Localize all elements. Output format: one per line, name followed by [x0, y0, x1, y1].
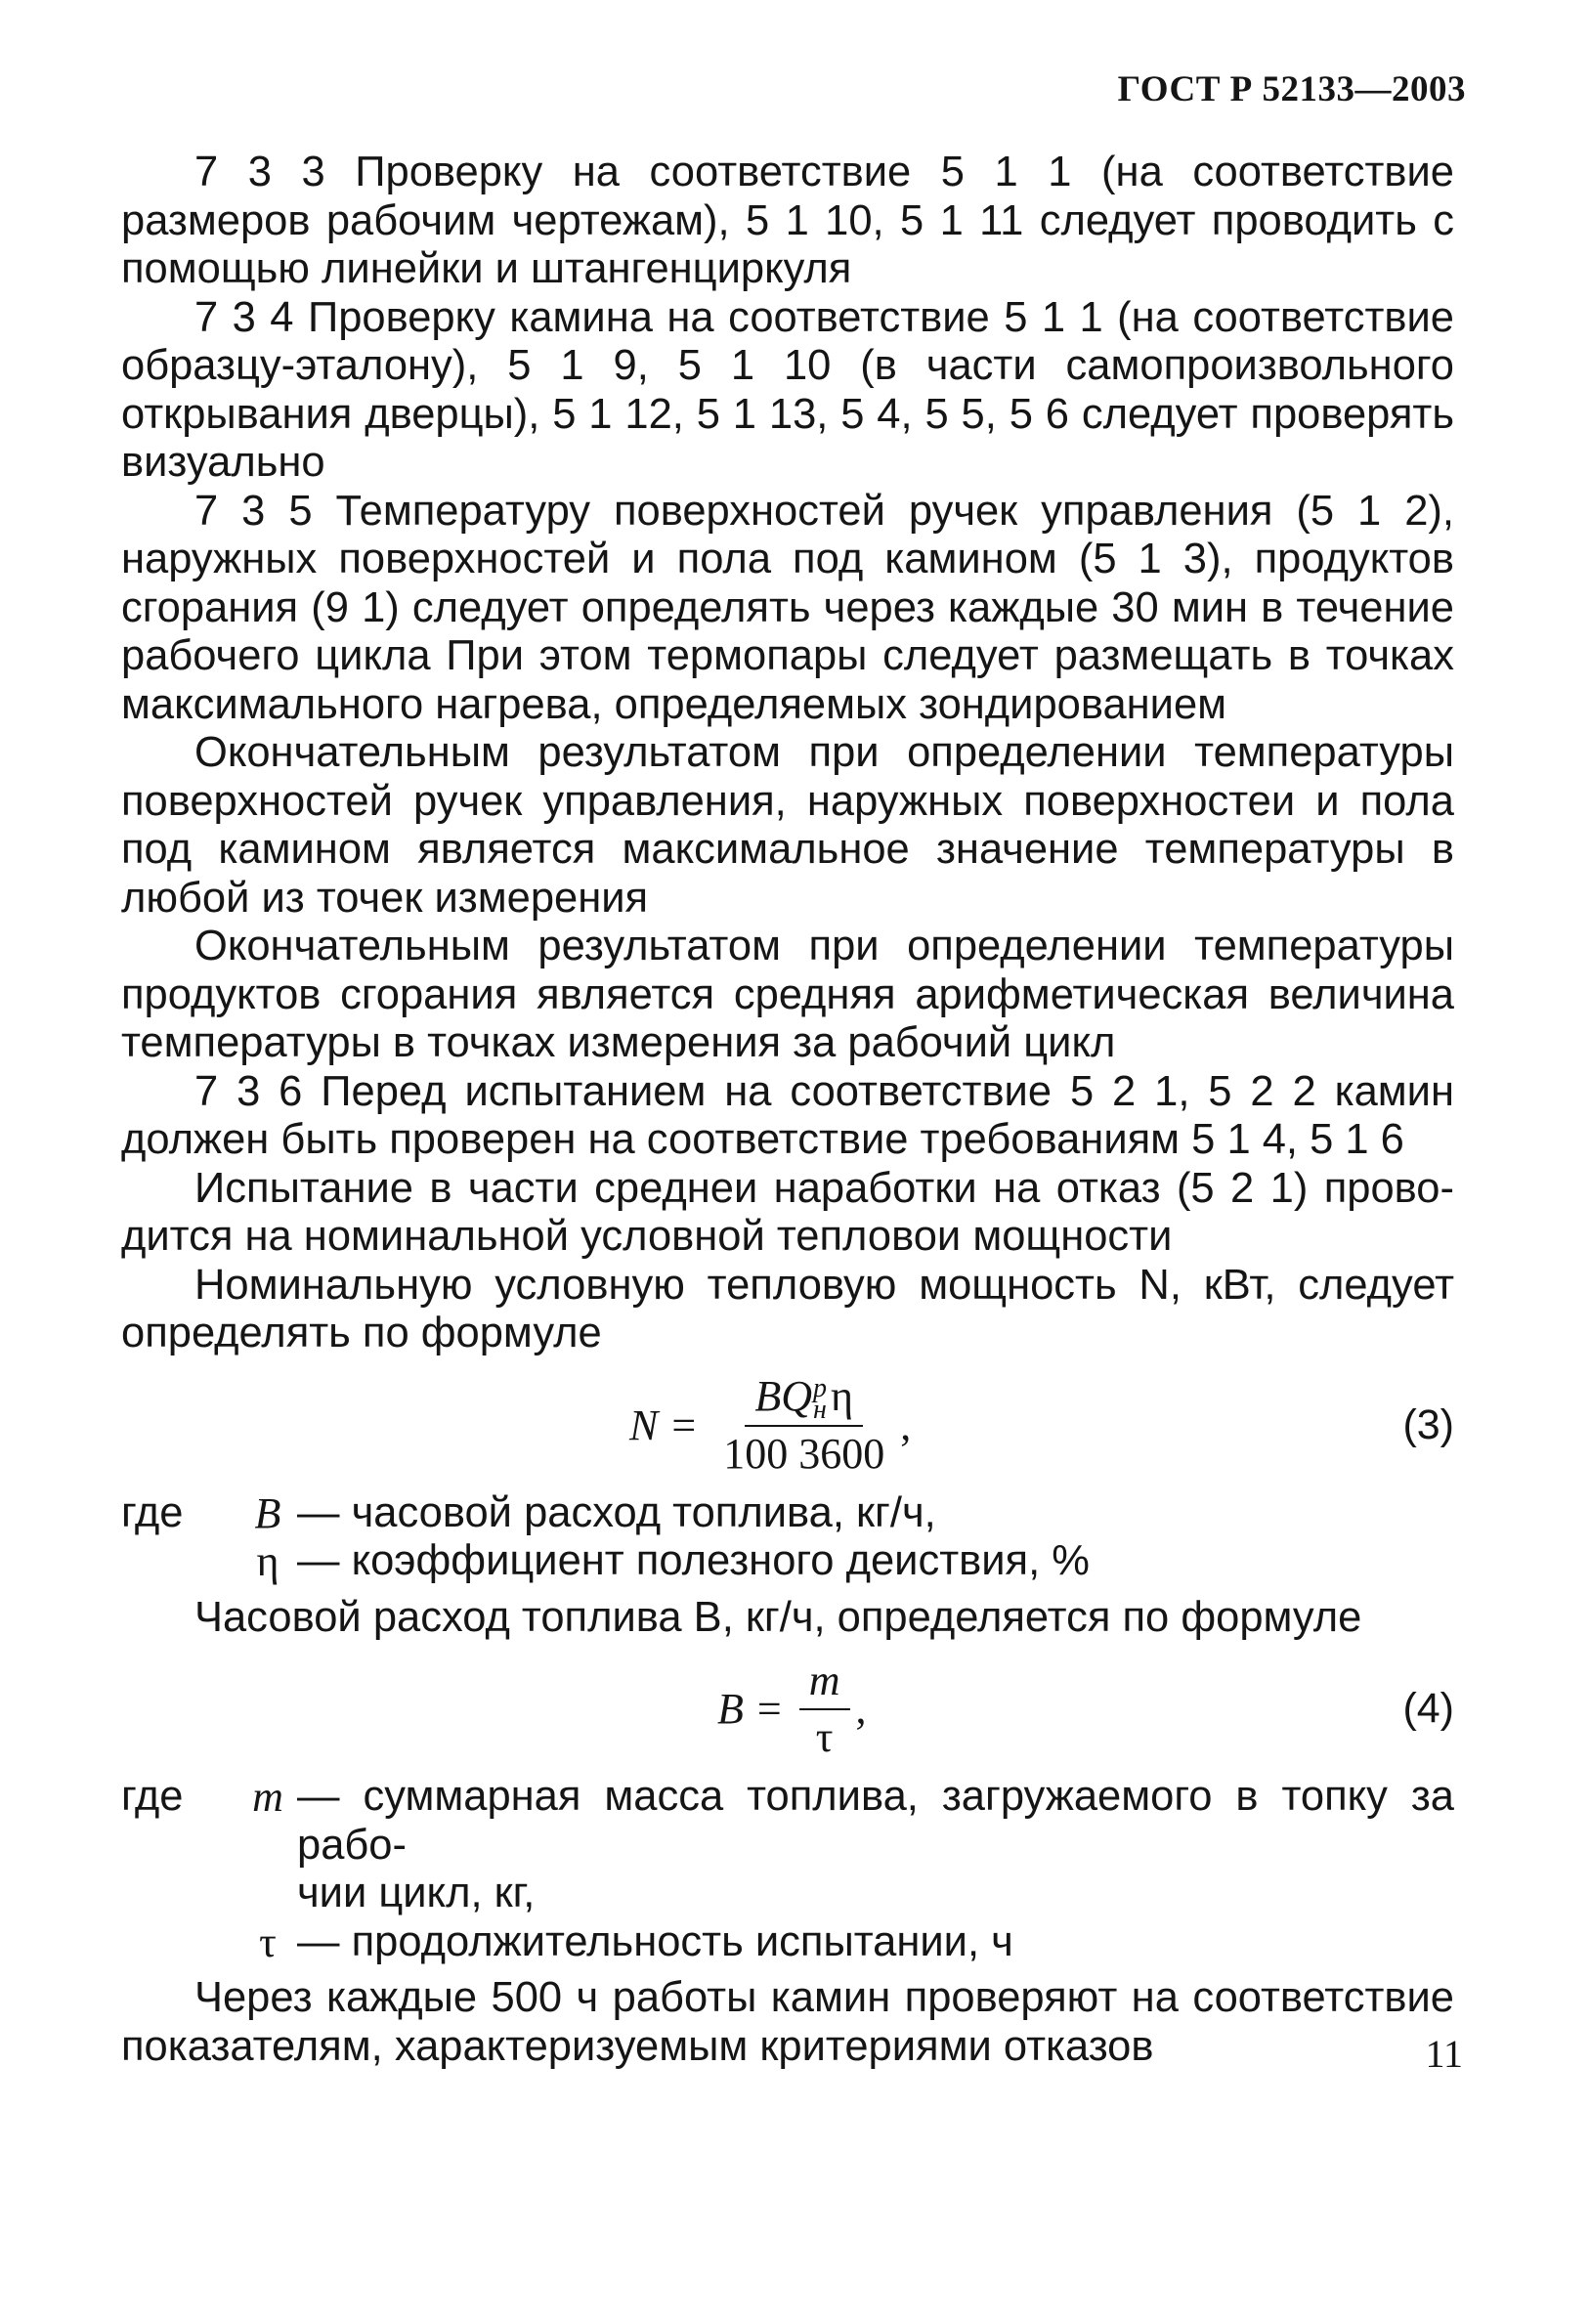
formula-4-definitions [121, 1773, 1454, 1966]
paragraph-hourly-consumption: Часовой расход топлива B, кг/ч, определяется по формуле [194, 1593, 1362, 1641]
definition-symbol: m [252, 1773, 283, 1821]
formula-4-numerator: m [799, 1657, 850, 1710]
paragraph-final-result-surfaces: Окончательным результатом при определении температуры поверхностей ручек управления, наружных поверхностеи и пола под камином является максимальное значение температуры в любой из точек измерения [121, 729, 1454, 922]
paragraph-500h-check: Через каждые 500 ч работы камин проверяют на соответствие показателям, характеризуемым критериями отказов [121, 1974, 1454, 2070]
formula-4-number: (4) [1402, 1685, 1454, 1733]
formula-3-subscript: н [813, 1395, 827, 1426]
standard-number-header: ГОСТ Р 52133—2003 [1117, 69, 1466, 109]
formula-4-row [121, 1652, 1454, 1767]
formula-4-denominator: τ [815, 1713, 834, 1761]
definition-row [121, 1773, 1454, 1870]
formula-3-number: (3) [1402, 1400, 1454, 1448]
definition-text: — продолжительность испытании, ч [297, 1917, 1013, 1965]
formula-3-comma: , [900, 1400, 912, 1449]
formula-3-num-eta: η [831, 1371, 854, 1420]
where-label: где [121, 1773, 184, 1820]
definition-row-continuation [121, 1870, 1454, 1918]
formula-3-row [121, 1368, 1454, 1484]
paragraph-nominal-power: Номинальную условную тепловую мощность N, кВт, следует определять по формуле [121, 1261, 1454, 1356]
definition-symbol: τ [259, 1917, 277, 1966]
definition-row [121, 1489, 1454, 1538]
paragraph-failure-test: Испытание в части среднеи наработки на отказ (5 2 1) проводится на номинальной условной тепловои мощности [121, 1164, 1454, 1260]
formula-3-fraction [713, 1373, 894, 1479]
document-body [121, 149, 1454, 2071]
where-label: где [121, 1488, 184, 1536]
formula-3-indices [813, 1373, 827, 1426]
definition-symbol: B [254, 1488, 281, 1537]
formula-4-fraction [799, 1657, 850, 1761]
paragraph-7-3-4: 7 3 4 Проверку камина на соответствие 5 1 1 (на соответствие образцу-эталону), 5 1 9, 5 1 10 (в части самопроизвольного открывания дверцы), 5 1 12, 5 1 13, 5 4, 5 5, 5 6 следует проверять визуально [121, 293, 1454, 486]
formula-4-lhs: B [717, 1685, 744, 1734]
formula-3-numerator [745, 1373, 863, 1428]
page-number: 11 [1425, 2032, 1463, 2076]
paragraph-7-3-6: 7 3 6 Перед испытанием на соответствие 5 2 1, 5 2 2 камин должен быть проверен на соответствие требованиям 5 1 4, 5 1 6 [121, 1067, 1454, 1163]
formula-4-equals: = [756, 1685, 782, 1734]
formula-3-definitions [121, 1489, 1454, 1586]
definition-text: — суммарная масса топлива, загружаемого в топку за рабо- [297, 1773, 1454, 1869]
definition-row [121, 1918, 1454, 1967]
definition-text: — часовой расход топлива, кг/ч, [297, 1488, 936, 1536]
formula-3-lhs: N [629, 1400, 659, 1449]
formula-3-equals: = [671, 1400, 697, 1449]
definition-row [121, 1537, 1454, 1586]
formula-3-superscript: р [813, 1373, 827, 1404]
formula-4-comma: , [855, 1685, 867, 1734]
paragraph-7-3-3: 7 3 3 Проверку на соответствие 5 1 1 (на соответствие размеров рабочим чертежам), 5 1 10, 5 1 11 следует проводить с помощью линейки и штангенциркуля [121, 149, 1454, 292]
paragraph-final-result-combustion: Окончательным результатом при определении температуры продуктов сгорания является средняя арифметическая величина температуры в точках измерения за рабочий цикл [121, 923, 1454, 1066]
definition-symbol: η [256, 1537, 279, 1585]
paragraph-7-3-5: 7 3 5 Температуру поверхностей ручек управления (5 1 2), наружных поверхностей и пола под камином (5 1 3), продуктов сгорания (9 1) следует определять через каждые 30 мин в течение рабочего цикла При этом термопары следует размещать в точках максимального нагрева, определяемых зондированием [121, 487, 1454, 728]
formula-3-num-main: BQ [754, 1371, 812, 1420]
formula-4 [717, 1652, 867, 1767]
definition-text: — коэффициент полезного деиствия, % [297, 1537, 1090, 1584]
formula-3 [629, 1368, 911, 1484]
formula-3-denominator: 100 3600 [723, 1430, 885, 1479]
definition-text: чии цикл, кг, [297, 1870, 536, 1916]
